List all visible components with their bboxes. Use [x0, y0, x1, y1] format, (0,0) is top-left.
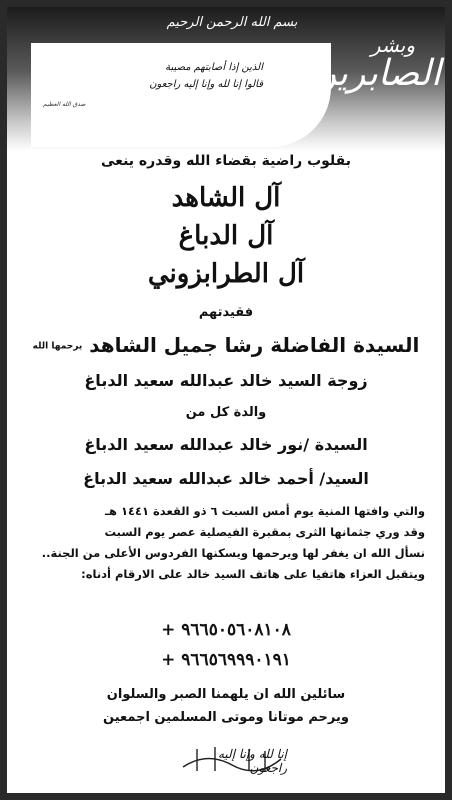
verse-line: الذين إذا أصابتهم مصيبة — [165, 62, 263, 73]
family-name: آل الدباغ — [178, 221, 274, 251]
verse-attribution: صدق الله العظيم — [43, 101, 86, 108]
footer-calligraphy-text: إنا لله وإنا إليه راجعون — [217, 747, 287, 775]
deceased-label: فقيدتهم — [198, 305, 254, 320]
calligraphy-main: الصابرين — [310, 53, 441, 94]
verse-line: قالوا إنا لله وإنا إليه راجعون — [149, 79, 263, 90]
quran-verse — [73, 59, 263, 93]
closing-line: ويرحم موتانا وموتى المسلمين اجمعين — [103, 710, 349, 725]
child-name: السيد/ أحمد خالد عبدالله سعيد الدباغ — [83, 469, 369, 488]
body-line: وقد وري جثمانها الثرى بمقبرة الفيصلية عصر يوم السبت — [104, 525, 425, 539]
sabireen-calligraphy — [310, 27, 445, 137]
closing-prayer — [27, 683, 425, 729]
footer-calligraphy — [177, 741, 287, 775]
intro-text: بقلوب راضية بقضاء الله وقدره ينعى — [101, 153, 351, 169]
wife-of-line: زوجة السيد خالد عبدالله سعيد الدباغ — [84, 371, 368, 390]
mother-of-label: والدة كل من — [185, 405, 267, 420]
calligraphy-top: وبشر — [370, 33, 415, 57]
closing-line: سائلين الله ان يلهمنا الصبر والسلوان — [106, 687, 346, 702]
body-line: ويتقبل العزاء هاتفيا على هاتف السيد خالد على الارقام أدناه: — [81, 567, 425, 581]
phone-number: + ٩٦٦٥٦٩٩٩٠١٩١ — [161, 650, 291, 670]
phone-number: + ٩٦٦٥٠٥٦٠٨١٠٨ — [161, 620, 291, 640]
phone-list — [27, 615, 425, 675]
condolence-body — [25, 501, 425, 585]
body-line: والتي وافتها المنية يوم أمس السبت ٦ ذو القعدة ١٤٤١ هـ — [105, 504, 425, 518]
body-line: نسأل الله ان يغفر لها ويرحمها ويسكنها الفردوس الأعلى من الجنة.. — [41, 546, 425, 560]
basmala-calligraphy: بسم الله الرحمن الرحيم — [166, 15, 298, 30]
child-name: السيدة /نور خالد عبدالله سعيد الدباغ — [84, 435, 368, 454]
family-name: آل الشاهد — [171, 183, 281, 213]
deceased-name-line — [23, 333, 429, 357]
family-name: آل الطرابزوني — [147, 259, 305, 289]
deceased-suffix: يرحمها الله — [32, 341, 83, 352]
deceased-name: السيدة الفاضلة رشا جميل الشاهد — [89, 333, 420, 357]
